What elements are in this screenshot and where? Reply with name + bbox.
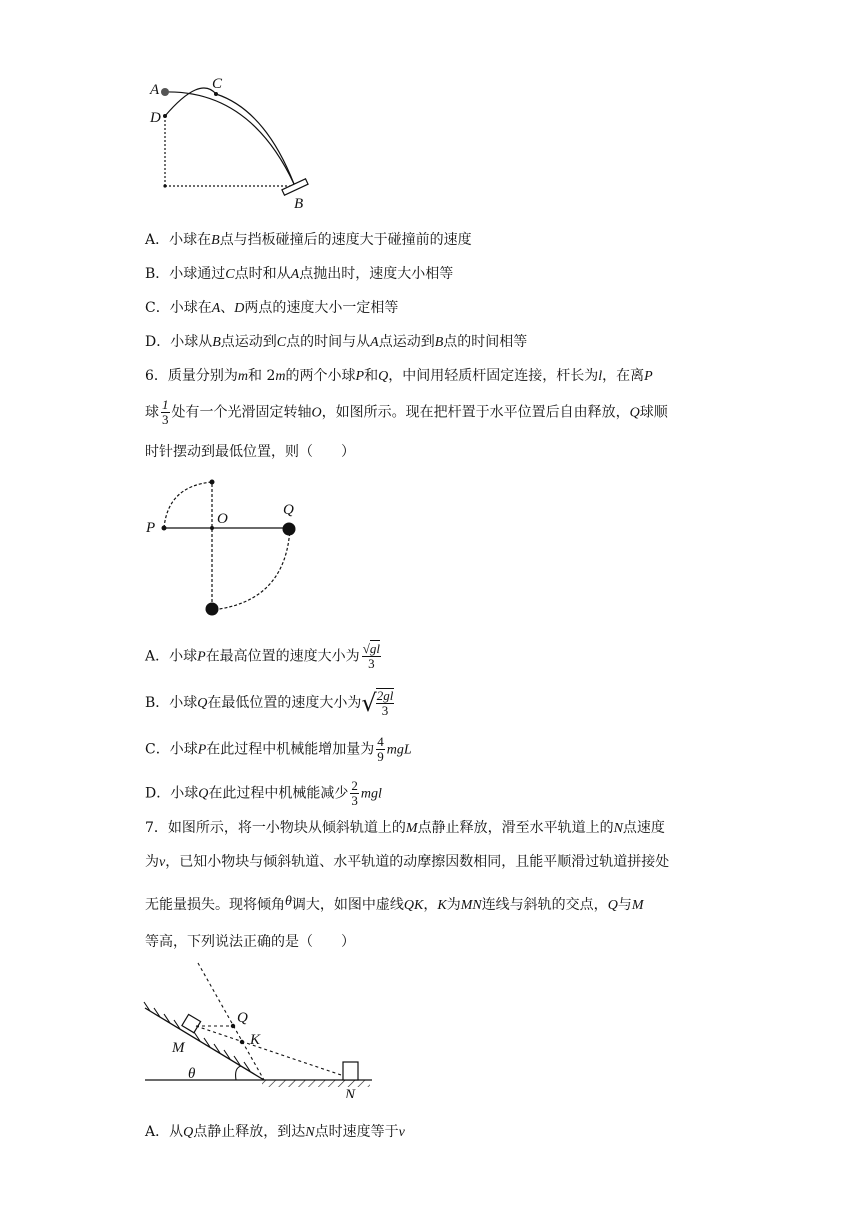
point-label: A	[370, 335, 379, 350]
q6-stem-line1	[145, 367, 653, 386]
label-a: A	[150, 82, 160, 98]
option-text: 点时和从	[234, 266, 291, 282]
label-m: M	[172, 1040, 185, 1056]
label-k: K	[250, 1032, 261, 1048]
stem-text: 为	[145, 854, 159, 870]
variable: Q	[198, 786, 209, 802]
rod-rotation-figure	[140, 470, 310, 620]
stem-text: 的两个小球	[285, 368, 356, 384]
variable: P	[355, 369, 365, 384]
stem-text: 调大，如图中虚线	[291, 897, 404, 913]
option-text: A．小球在	[145, 232, 212, 248]
point-a-ball	[161, 88, 169, 96]
trajectory-d-to-c	[165, 88, 294, 184]
option-text: 点运动到	[220, 334, 277, 350]
stem-text: 点静止释放，滑至水平轨道上的	[417, 820, 614, 836]
fraction	[350, 779, 359, 808]
baffle-plate	[282, 179, 308, 195]
stem-text: 处有一个光滑固定转轴	[171, 404, 312, 421]
numerator: 2	[351, 778, 358, 793]
point-label: B	[212, 335, 221, 350]
option-text: 点的时间相等	[443, 334, 528, 350]
stem-text: 与	[617, 897, 632, 913]
q6-option-c	[145, 735, 412, 764]
variable: v	[159, 855, 166, 870]
option-text: D．小球	[145, 785, 199, 802]
point-k-dot	[240, 1040, 244, 1044]
denominator: 9	[377, 749, 384, 764]
stem-text: 为	[446, 897, 461, 913]
variable: QK	[403, 898, 424, 913]
variable: Q	[607, 898, 618, 913]
stem-text: 6．质量分别为	[145, 368, 238, 384]
option-text: 两点的速度大小一定相等	[244, 300, 399, 316]
label-n: N	[345, 1087, 356, 1098]
q-arc-path	[212, 528, 290, 610]
q6-option-a	[145, 642, 383, 671]
variable: N	[613, 821, 623, 836]
point-label: A	[290, 267, 300, 282]
label-b: B	[294, 196, 304, 212]
point-label: B	[211, 233, 220, 248]
q7-stem-line1	[145, 819, 665, 838]
fraction	[161, 398, 170, 427]
option-text: 在此过程中机械能增加量为	[206, 741, 375, 758]
label-q: Q	[237, 1010, 248, 1026]
variable: N	[305, 1125, 315, 1140]
stem-text: 点速度	[622, 820, 665, 836]
option-text: 在最低位置的速度大小为	[207, 695, 362, 711]
numerator	[362, 642, 381, 657]
stem-text: ，在离	[602, 368, 645, 384]
variable: P	[197, 742, 207, 758]
corner-dot	[163, 184, 166, 187]
point-q-dot	[231, 1024, 235, 1028]
fraction	[376, 735, 385, 764]
variable: v	[398, 1125, 405, 1140]
q5-option-d	[145, 333, 527, 352]
option-text: 在最高位置的速度大小为	[205, 648, 360, 665]
option-text: A．从	[145, 1124, 184, 1140]
stem-text: 7．如图所示，将一小物块从倾斜轨道上的	[145, 820, 406, 836]
q-bottom-ball	[206, 603, 219, 616]
option-text: 点的时间与从	[286, 334, 371, 350]
p-ball	[162, 526, 167, 531]
steeper-incline-dashed	[198, 963, 264, 1080]
trajectory-a-to-b	[165, 92, 294, 184]
variable: θ	[285, 894, 292, 909]
option-text: 点抛出时，速度大小相等	[299, 266, 454, 282]
stem-text: ，已知小物块与倾斜轨道、水平轨道的动摩擦因数相同，且能平顺滑过轨道拼接处	[165, 854, 670, 870]
label-d: D	[150, 110, 161, 126]
q-ball	[283, 523, 296, 536]
option-text: 、	[220, 300, 235, 316]
denominator: 3	[368, 656, 375, 671]
variable: Q	[197, 696, 208, 711]
option-text: A．小球	[145, 648, 198, 665]
label-p: P	[146, 520, 156, 536]
numerator: 1	[162, 397, 169, 412]
variable: Q	[378, 369, 389, 384]
q7-stem-line2	[145, 853, 669, 872]
q6-stem-line2	[145, 398, 668, 427]
variable: Q	[629, 405, 640, 421]
p-top-dot	[210, 480, 215, 485]
stem-text: 球	[145, 404, 159, 421]
q7-stem-line4: 等高，下列说法正确的是（ ）	[145, 934, 355, 950]
block-on-ground	[343, 1062, 358, 1080]
numerator: 2gl	[376, 688, 394, 703]
label-q: Q	[283, 502, 294, 518]
stem-text: 连线与斜轨的交点，	[481, 897, 608, 913]
q5-option-b	[145, 265, 453, 284]
stem-text: 无能量损失。现将倾角	[145, 897, 285, 913]
denominator: 3	[381, 703, 389, 718]
variable: K	[437, 898, 447, 913]
option-text: 在此过程中机械能减少	[208, 785, 349, 802]
q7-stem-line3	[145, 893, 643, 915]
option-text: D．小球从	[145, 334, 213, 350]
ground-hatch	[262, 1080, 370, 1087]
option-text: B．小球	[145, 695, 198, 711]
variable: M	[631, 898, 644, 913]
angle-arc	[236, 1066, 241, 1080]
variable: P	[197, 649, 206, 665]
point-label: C	[276, 335, 287, 350]
option-text: B．小球通过	[145, 266, 226, 282]
stem-text: 和	[364, 368, 379, 384]
incline-hatch-marks	[144, 1002, 250, 1071]
option-text: 点与挡板碰撞后的速度大于碰撞前的速度	[219, 232, 472, 248]
variable: m	[275, 369, 286, 384]
q6-stem-line3: 时针摆动到最低位置，则（ ）	[145, 444, 355, 460]
stem-text: ，中间用轻质杆固定连接，杆长为	[388, 368, 599, 384]
q7-option-a	[145, 1123, 405, 1142]
option-text: 点静止释放，到达	[193, 1124, 306, 1140]
q5-option-c	[145, 299, 398, 318]
sqrt-sign: √	[362, 641, 370, 656]
variable: O	[311, 405, 322, 421]
point-label: D	[234, 301, 245, 316]
stem-text: ，如图所示。现在把杆置于水平位置后自由释放，	[321, 404, 630, 421]
stem-text: ，	[423, 897, 438, 913]
fraction	[376, 688, 395, 718]
stem-text: 球顺	[639, 404, 668, 421]
sqrt-expression	[361, 688, 396, 718]
option-text: C．小球在	[145, 300, 212, 316]
variable: m	[237, 369, 249, 384]
pivot-o	[210, 526, 214, 530]
label-o: O	[217, 511, 228, 527]
q5-option-a	[145, 231, 472, 250]
option-text: 点运动到	[378, 334, 435, 350]
variable: Q	[183, 1125, 194, 1140]
variable: MN	[460, 898, 482, 913]
p-arc-path	[164, 482, 212, 528]
point-label: B	[434, 335, 444, 350]
block-on-incline	[182, 1014, 201, 1032]
label-theta: θ	[188, 1066, 196, 1082]
q6-option-b	[145, 688, 396, 718]
denominator: 3	[162, 412, 169, 427]
point-c-dot	[214, 92, 218, 96]
formula-tail: mgL	[386, 742, 412, 758]
numerator: 4	[377, 734, 384, 749]
denominator: 3	[351, 793, 358, 808]
stem-text: 和 2	[248, 368, 276, 384]
q6-option-d	[145, 779, 382, 808]
point-d-dot	[163, 114, 167, 118]
sqrt-sign: √	[361, 689, 377, 717]
variable: l	[598, 369, 603, 384]
option-text: C．小球	[145, 741, 198, 758]
label-c: C	[212, 76, 223, 92]
point-label: C	[225, 267, 235, 282]
point-label: A	[211, 301, 221, 316]
fraction	[362, 642, 381, 671]
option-text: 点时速度等于	[314, 1124, 399, 1140]
radicand: gl	[369, 641, 380, 656]
formula-tail: mgl	[360, 786, 382, 802]
variable: M	[405, 821, 418, 836]
projectile-figure	[140, 70, 330, 215]
incline-figure	[140, 958, 380, 1098]
variable: P	[644, 369, 653, 384]
